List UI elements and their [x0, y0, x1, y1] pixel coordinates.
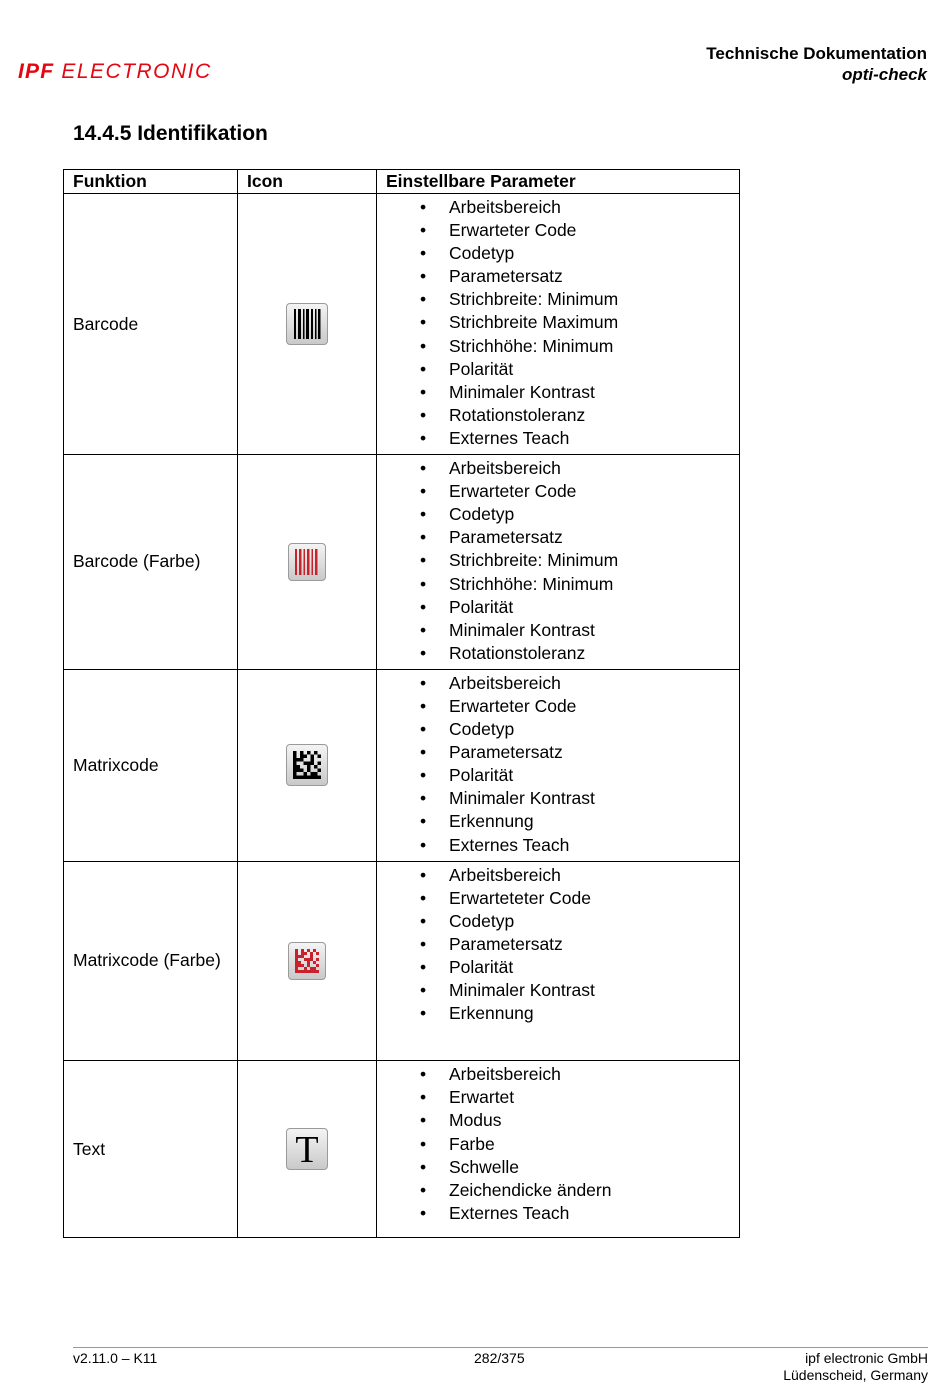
- function-name: Matrixcode: [64, 669, 238, 861]
- list-item: • Minimaler Kontrast: [377, 979, 739, 1002]
- barcode-color-icon: [288, 543, 326, 581]
- footer-divider: [73, 1347, 928, 1348]
- section-title: 14.4.5 Identifikation: [73, 122, 268, 145]
- list-item: • Polarität: [377, 596, 739, 619]
- table-row: [64, 861, 740, 1061]
- list-item: • Rotationstoleranz: [377, 404, 739, 427]
- list-item: • Codetyp: [377, 718, 739, 741]
- barcode-icon: [286, 303, 328, 345]
- list-item: • Erwarteter Code: [377, 219, 739, 242]
- list-item: • Erwarteter Code: [377, 480, 739, 503]
- list-item: • Strichbreite Maximum: [377, 311, 739, 334]
- table-row: [64, 455, 740, 670]
- list-item: • Externes Teach: [377, 427, 739, 450]
- list-item: • Polarität: [377, 358, 739, 381]
- footer-company-name: ipf electronic GmbH: [805, 1350, 928, 1366]
- column-header-function: Funktion: [64, 170, 238, 194]
- identification-table: [63, 169, 740, 1238]
- footer-page-number: 282/375: [474, 1350, 525, 1366]
- list-item: • Parametersatz: [377, 526, 739, 549]
- list-item: • Arbeitsbereich: [377, 457, 739, 480]
- list-item: • Parametersatz: [377, 933, 739, 956]
- list-item: • Minimaler Kontrast: [377, 787, 739, 810]
- list-item: • Erwarteteter Code: [377, 887, 739, 910]
- list-item: • Minimaler Kontrast: [377, 619, 739, 642]
- document-title: Technische Dokumentation: [706, 44, 927, 63]
- list-item: • Erwarteter Code: [377, 695, 739, 718]
- text-icon: [286, 1128, 328, 1170]
- list-item: • Erkennung: [377, 1002, 739, 1025]
- table-row: [64, 1061, 740, 1238]
- list-item: • Polarität: [377, 764, 739, 787]
- parameter-list: [377, 457, 739, 665]
- product-name: opti-check: [841, 65, 927, 84]
- function-name: Text: [64, 1061, 238, 1238]
- table-row: [64, 669, 740, 861]
- function-name: Barcode: [64, 194, 238, 455]
- parameter-list: [377, 196, 739, 450]
- list-item: • Arbeitsbereich: [377, 196, 739, 219]
- list-item: • Arbeitsbereich: [377, 1063, 739, 1086]
- list-item: • Strichhöhe: Minimum: [377, 573, 739, 596]
- footer-company-location: Lüdenscheid, Germany: [783, 1367, 928, 1383]
- table-row: [64, 194, 740, 455]
- list-item: • Farbe: [377, 1133, 739, 1156]
- footer-version: v2.11.0 – K11: [73, 1350, 158, 1366]
- list-item: • Erkennung: [377, 810, 739, 833]
- column-header-icon: Icon: [238, 170, 377, 194]
- list-item: • Parametersatz: [377, 265, 739, 288]
- list-item: • Zeichendicke ändern: [377, 1179, 739, 1202]
- company-logo: IPF ELECTRONIC: [18, 60, 212, 83]
- list-item: • Codetyp: [377, 910, 739, 933]
- matrixcode-icon: [286, 744, 328, 786]
- list-item: • Strichbreite: Minimum: [377, 288, 739, 311]
- matrixcode-color-icon: [288, 942, 326, 980]
- list-item: • Strichbreite: Minimum: [377, 549, 739, 572]
- document-header: [706, 43, 927, 85]
- table-header-row: [64, 170, 740, 194]
- svg-text:T: T: [295, 1132, 319, 1167]
- function-name: Barcode (Farbe): [64, 455, 238, 670]
- list-item: • Minimaler Kontrast: [377, 381, 739, 404]
- function-name: Matrixcode (Farbe): [64, 861, 238, 1061]
- list-item: • Arbeitsbereich: [377, 672, 739, 695]
- list-item: • Schwelle: [377, 1156, 739, 1179]
- list-item: • Codetyp: [377, 242, 739, 265]
- footer-company: [783, 1350, 928, 1384]
- list-item: • Erwartet: [377, 1086, 739, 1109]
- list-item: • Externes Teach: [377, 1202, 739, 1225]
- parameter-list: [377, 672, 739, 857]
- list-item: • Strichhöhe: Minimum: [377, 335, 739, 358]
- list-item: • Rotationstoleranz: [377, 642, 739, 665]
- parameter-list: [377, 1063, 739, 1225]
- parameter-list: [377, 864, 739, 1026]
- list-item: • Codetyp: [377, 503, 739, 526]
- list-item: • Parametersatz: [377, 741, 739, 764]
- list-item: • Modus: [377, 1109, 739, 1132]
- column-header-parameters: Einstellbare Parameter: [377, 170, 740, 194]
- list-item: • Arbeitsbereich: [377, 864, 739, 887]
- list-item: • Externes Teach: [377, 834, 739, 857]
- list-item: • Polarität: [377, 956, 739, 979]
